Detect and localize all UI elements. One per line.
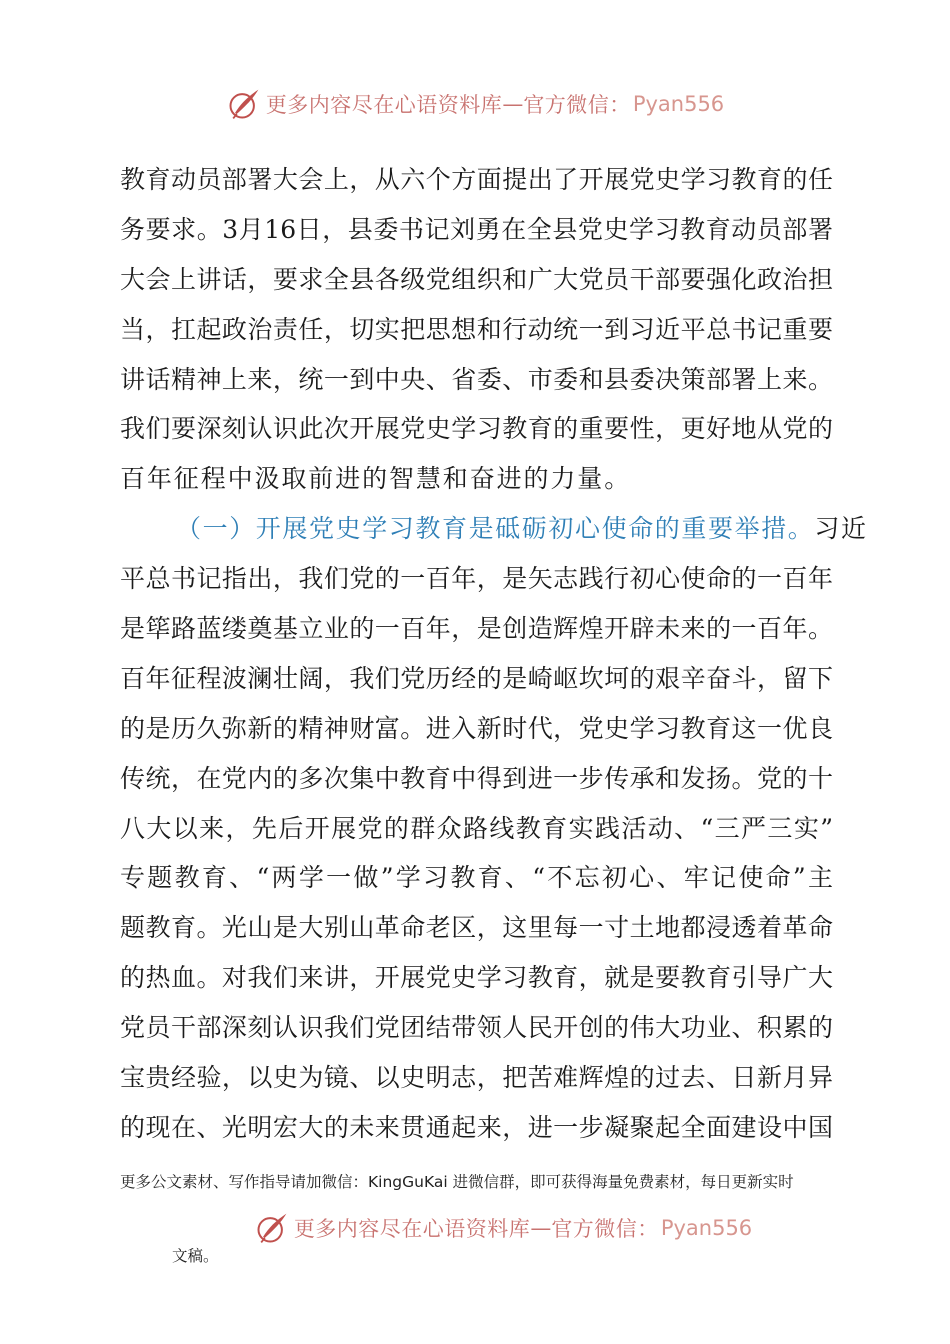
text-line: 专题教育、“两学一做”学习教育、“不忘初心、牢记使命”主: [120, 863, 833, 893]
text-line: 的热血。对我们来讲，开展党史学习教育，就是要教育引导广大: [120, 963, 833, 993]
watermark-cn: 更多内容尽在心语资料库: [293, 1217, 531, 1241]
watermark-header: [0, 84, 950, 124]
quill-logo-icon: [254, 1210, 290, 1246]
text-line: 大会上讲话，要求全县各级党组织和广大党员干部要强化政治担: [120, 264, 833, 294]
text-line: 传统，在党内的多次集中教育中得到进一步传承和发扬。党的十: [120, 763, 833, 793]
text-line: 讲话精神上来，统一到中央、省委、市委和县委决策部署上来。: [120, 364, 833, 394]
text-line: 是筚路蓝缕奠基立业的一百年，是创造辉煌开辟未来的一百年。: [120, 614, 833, 644]
text-line: 的现在、光明宏大的未来贯通起来，进一步凝聚起全面建设中国: [120, 1112, 833, 1142]
text-line: 务要求。3月16日，县委书记刘勇在全县党史学习教育动员部署: [120, 214, 833, 244]
text-line: 百年征程中汲取前进的智慧和奋进的力量。: [120, 464, 632, 494]
text-line: 教育动员部署大会上，从六个方面提出了开展党史学习教育的任: [120, 165, 833, 194]
section-heading-tail: 习近: [814, 514, 868, 544]
quill-logo-icon: [226, 86, 262, 122]
text-line: 当，扛起政治责任，切实把思想和行动统一到习近平总书记重要: [120, 314, 833, 344]
document-body: [120, 155, 868, 1153]
watermark-dash: —: [530, 1216, 552, 1240]
watermark-footer: [28, 1208, 950, 1248]
text-line: 宝贵经验，以史为镜、以史明志，把苦难辉煌的过去、日新月异: [120, 1063, 833, 1093]
footer-note: 更多公文素材、写作指导请加微信：KingGuKai 进微信群，即可获得海量免费素材，每日更新实时: [120, 1173, 794, 1191]
text-line: 我们要深刻认识此次开展党史学习教育的重要性，更好地从党的: [120, 414, 833, 444]
watermark-cn2: 官方微信：: [551, 1217, 659, 1241]
text-line: 的是历久弥新的精神财富。进入新时代，党史学习教育这一优良: [120, 713, 833, 743]
watermark-cn2: 官方微信：: [523, 93, 631, 117]
text-line: 题教育。光山是大别山革命老区，这里每一寸土地都浸透着革命: [120, 913, 833, 943]
watermark-cn: 更多内容尽在心语资料库: [265, 93, 503, 117]
footer-note-tail: 文稿。: [172, 1247, 219, 1265]
watermark-dash: —: [502, 92, 524, 116]
section-heading-line: [120, 504, 868, 554]
text-line: 平总书记指出，我们党的一百年，是矢志践行初心使命的一百年: [120, 564, 833, 594]
text-line: 八大以来，先后开展党的群众路线教育实践活动、“三严三实”: [120, 813, 833, 843]
watermark-wechat-id: Pyan556: [632, 92, 725, 116]
text-line: 党员干部深刻认识我们党团结带领人民开创的伟大功业、积累的: [120, 1013, 833, 1043]
watermark-wechat-id: Pyan556: [660, 1216, 753, 1240]
text-line: 百年征程波澜壮阔，我们党历经的是崎岖坎坷的艰辛奋斗，留下: [120, 663, 833, 693]
section-heading: （一）开展党史学习教育是砥砺初心使命的重要举措。: [176, 514, 815, 544]
